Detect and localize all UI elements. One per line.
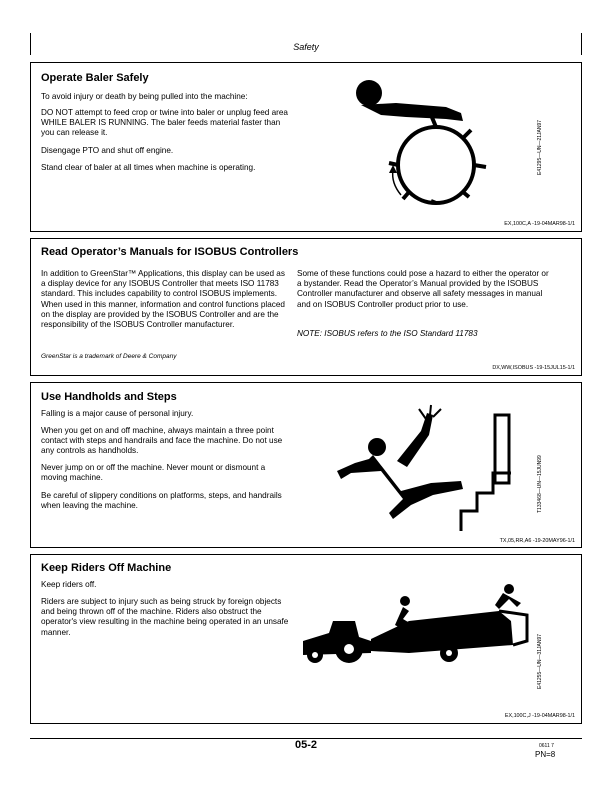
section-handholds-steps	[30, 382, 582, 548]
footer-small-code: 0611 7	[539, 743, 554, 749]
paragraph: Disengage PTO and shut off engine.	[41, 146, 174, 155]
footer-pn: PN=8	[535, 750, 556, 759]
image-code: E41295—UN—21JAN97	[537, 119, 543, 175]
reference-code: EX,100C,A -19-04MAR98-1/1	[504, 221, 575, 227]
image-code: T133468—UN—15JUN99	[537, 455, 543, 513]
falling-person-steps-icon	[311, 401, 521, 531]
section-keep-riders-off	[30, 554, 582, 724]
reference-code: DX,WW,ISOBUS -19-15JUL15-1/1	[492, 365, 575, 371]
section-isobus-manuals	[30, 238, 582, 376]
trademark-note: GreenStar is a trademark of Deere & Company	[41, 353, 177, 360]
paragraph: To avoid injury or death by being pulled into the machine:	[41, 92, 248, 101]
tractor-baler-riders-icon	[299, 581, 529, 671]
paragraph: Falling is a major cause of personal injury.	[41, 409, 194, 418]
paragraph: Never jump on or off the machine. Never mount or dismount a moving machine.	[41, 463, 266, 483]
page-header: Safety	[293, 42, 319, 52]
section-title: Keep Riders Off Machine	[41, 562, 172, 574]
section-title: Operate Baler Safely	[41, 72, 149, 84]
paragraph: Riders are subject to injury such as being struck by foreign objects and being thrown off of the machine. Riders also obstruct the operator's view resulting in the machine being operated in an unsafe manner.	[41, 597, 289, 637]
paragraph: Be careful of slippery conditions on platforms, steps, and handrails when leaving the machine.	[41, 491, 282, 511]
section-title: Read Operator’s Manuals for ISOBUS Controllers	[41, 246, 299, 258]
column-2-text: Some of these functions could pose a hazard to either the operator or a bystander. Read the Operator’s Manual provided by the ISOBUS Controller manufacturer and observe all safety messages in manual and on ISOBUS Controller product prior to use.	[297, 269, 549, 309]
column-1-text: In addition to GreenStar™ Applications, this display can be used as a display device for any ISOBUS Controller that meets ISO 11783 standard. This includes capability to control ISOBUS implements. When used in this manner, information and control functions placed on the display are provided by the ISOBUS Controller and are the responsibility of the ISOBUS Controller manufacturer.	[41, 269, 285, 330]
reference-code: EX,100C,J -19-04MAR98-1/1	[504, 713, 575, 719]
paragraph: DO NOT attempt to feed crop or twine into baler or unplug feed area WHILE BALER IS RUNNING. The baler feeds material faster than you can release it.	[41, 108, 288, 138]
page-number: 05-2	[294, 739, 318, 751]
paragraph: Stand clear of baler at all times when machine is operating.	[41, 163, 256, 172]
section-operate-baler	[30, 62, 582, 232]
reference-code: TX,05,RR,A6 -19-20MAY96-1/1	[499, 538, 575, 544]
note: NOTE: ISOBUS refers to the ISO Standard 11783	[297, 329, 478, 338]
baler-pickup-hazard-icon	[351, 75, 501, 205]
paragraph: When you get on and off machine, always maintain a three point contact with steps and handrails and face the machine. Do not use any controls as handholds.	[41, 426, 283, 456]
section-title: Use Handholds and Steps	[41, 391, 177, 403]
image-code: E41255—UN—31JAN97	[537, 633, 543, 689]
paragraph: Keep riders off.	[41, 580, 97, 589]
